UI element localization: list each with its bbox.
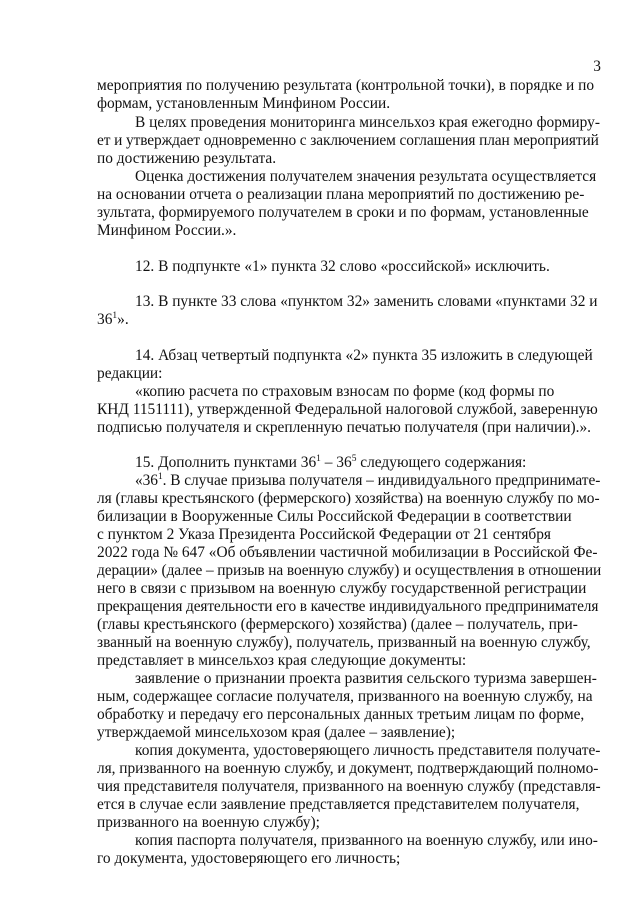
text-line: ным, содержащее согласие получателя, призванного на военную службу, на — [97, 688, 593, 705]
text-line: копия документа, удостоверяющего личность представителя получате- — [135, 742, 601, 759]
text-line: «копию расчета по страховым взносам по форме (код формы по — [135, 383, 555, 400]
text-line: (главы крестьянского (фермерского) хозяйства) (далее – получатель, при- — [97, 616, 578, 633]
text-line: званный на военную службу), получатель, призванный на военную службу, — [97, 634, 591, 651]
text-line: билизации в Вооруженные Силы Российской Федерации в соответствии — [97, 508, 572, 525]
text-line: 12. В подпункте «1» пункта 32 слово «российской» исключить. — [135, 258, 550, 275]
text-line: редакции: — [97, 365, 163, 382]
text-line: зультата, формируемого получателем в сроки и по формам, установленные — [97, 204, 589, 221]
text-line: го документа, удостоверяющего его личность; — [97, 850, 401, 867]
text-line: КНД 1151111), утвержденной Федеральной налоговой службой, заверенную — [97, 401, 598, 418]
text-line: «$36^1$. В случае призыва получателя – индивидуального предпринимате- — [135, 472, 601, 489]
text-line: $36^1$». — [97, 311, 129, 328]
text-line: Минфином России.». — [97, 222, 237, 239]
text-line: 2022 года № 647 «Об объявлении частичной мобилизации в Российской Фе- — [97, 544, 598, 561]
text-line: дерации» (далее – призыв на военную службу) и осуществления в отношении — [97, 562, 601, 579]
text-line: заявление о признании проекта развития сельского туризма завершен- — [135, 670, 597, 687]
text-line: прекращения деятельности его в качестве индивидуального предпринимателя — [97, 598, 599, 615]
text-line: копия паспорта получателя, призванного на военную службу, или ино- — [135, 832, 598, 849]
text-line: на основании отчета о реализации плана мероприятий по достижению ре- — [97, 186, 585, 203]
text-line: ля (главы крестьянского (фермерского) хозяйства) на военную службу по мо- — [97, 490, 600, 507]
text-line: мероприятия по получению результата (контрольной точки), в порядке и по — [97, 77, 595, 94]
text-line: ля, призванного на военную службу, и документ, подтверждающий полномо- — [97, 760, 599, 777]
text-line: по достижению результата. — [97, 150, 277, 167]
text-line: ется в случае если заявление представляется представителем получателя, — [97, 796, 580, 813]
text-line: формам, установленным Минфином России. — [97, 95, 391, 112]
text-line: обработку и передачу его персональных данных третьим лицам по форме, — [97, 706, 585, 723]
text-line: с пунктом 2 Указа Президента Российской Федерации от 21 сентября — [97, 526, 552, 543]
text-line: подписью получателя и скрепленную печатью получателя (при наличии).». — [97, 419, 591, 436]
text-line: 14. Абзац четвертый подпункта «2» пункта 35 изложить в следующей — [135, 347, 593, 364]
text-line: 13. В пункте 33 слова «пунктом 32» заменить словами «пунктами 32 и — [135, 293, 598, 310]
page-number: 3 — [593, 58, 601, 75]
text-line: В целях проведения мониторинга минсельхоз края ежегодно формиру- — [135, 114, 600, 131]
text-line: представляет в минсельхоз края следующие документы: — [97, 652, 467, 669]
text-line: чия представителя получателя, призванного на военную службу (представля- — [97, 778, 601, 795]
text-line: призванного на военную службу); — [97, 814, 320, 831]
text-line: него в связи с призывом на военную службу государственной регистрации — [97, 580, 587, 597]
text-line: утверждаемой минсельхозом края (далее – заявление); — [97, 724, 456, 741]
text-line: 15. Дополнить пунктами $36^1 - 36^5$ следующего содержания: — [135, 454, 527, 471]
text-line: Оценка достижения получателем значения результата осуществляется — [135, 168, 597, 185]
text-line: ет и утверждает одновременно с заключением соглашения план мероприятий — [97, 132, 599, 149]
